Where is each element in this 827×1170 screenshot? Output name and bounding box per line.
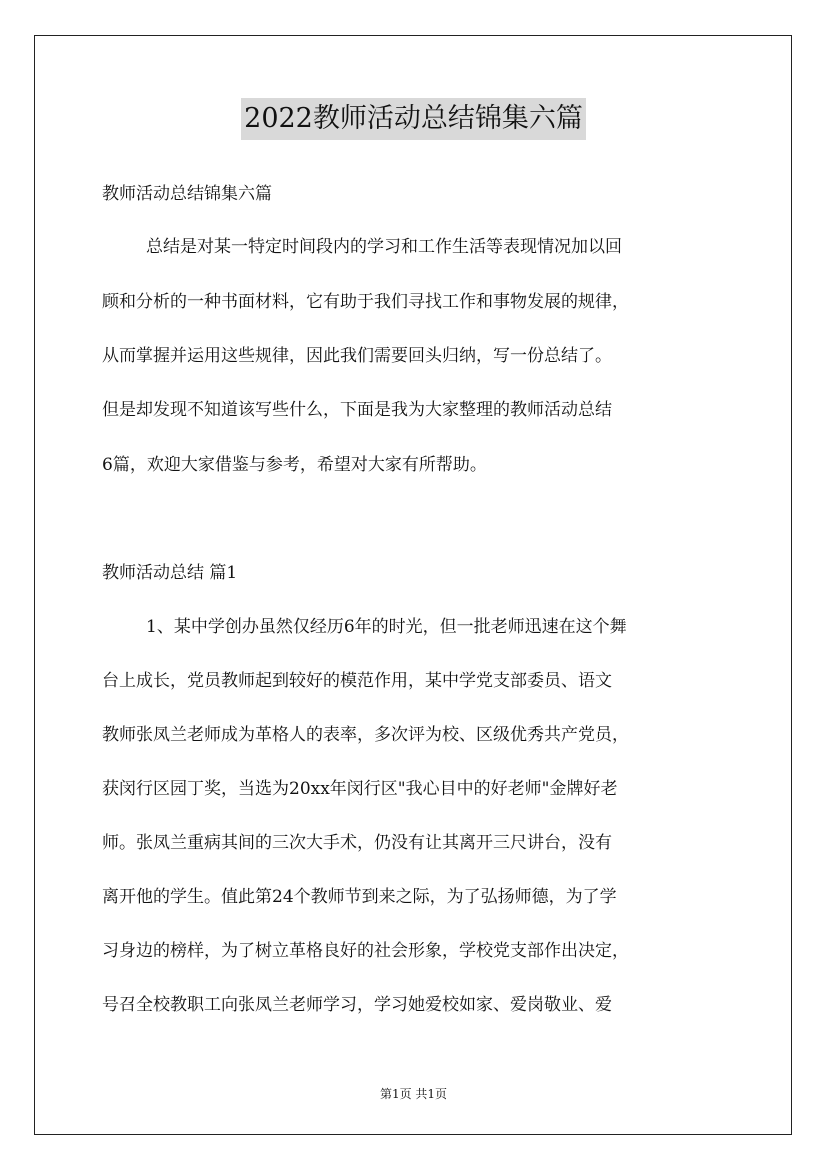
intro-line: 6篇，欢迎大家借鉴与参考，希望对大家有所帮助。 — [102, 455, 487, 475]
body-line: 台上成长，党员教师起到较好的模范作用，某中学党支部委员、语文 — [102, 671, 612, 691]
body-line: 号召全校教职工向张凤兰老师学习，学习她爱校如家、爱岗敬业、爱 — [102, 995, 612, 1015]
intro-line: 顾和分析的一种书面材料，它有助于我们寻找工作和事物发展的规律， — [102, 292, 629, 312]
body-line: 离开他的学生。值此第24个教师节到来之际，为了弘扬师德，为了学 — [102, 887, 617, 907]
page-footer: 第1页 共1页 — [379, 1087, 448, 1101]
intro-line: 总结是对某一特定时间段内的学习和工作生活等表现情况加以回 — [146, 237, 622, 257]
document-subtitle: 教师活动总结锦集六篇 — [102, 184, 272, 204]
document-title: 2022教师活动总结锦集六篇 — [241, 98, 586, 140]
body-line: 师。张凤兰重病其间的三次大手术，仍没有让其离开三尺讲台，没有 — [102, 833, 612, 853]
intro-line: 但是却发现不知道该写些什么，下面是我为大家整理的教师活动总结 — [102, 400, 612, 420]
section-heading: 教师活动总结 篇1 — [102, 563, 238, 583]
body-line: 教师张凤兰老师成为革格人的表率，多次评为校、区级优秀共产党员， — [102, 725, 629, 745]
body-line: 获闵行区园丁奖，当选为20xx年闵行区"我心目中的好老师"金牌好老 — [102, 779, 618, 799]
body-line: 1、某中学创办虽然仅经历6年的时光，但一批老师迅速在这个舞 — [146, 617, 627, 637]
intro-line: 从而掌握并运用这些规律，因此我们需要回头归纳，写一份总结了。 — [102, 346, 612, 366]
body-line: 习身边的榜样，为了树立革格良好的社会形象，学校党支部作出决定， — [102, 941, 629, 961]
title-container — [0, 98, 827, 140]
